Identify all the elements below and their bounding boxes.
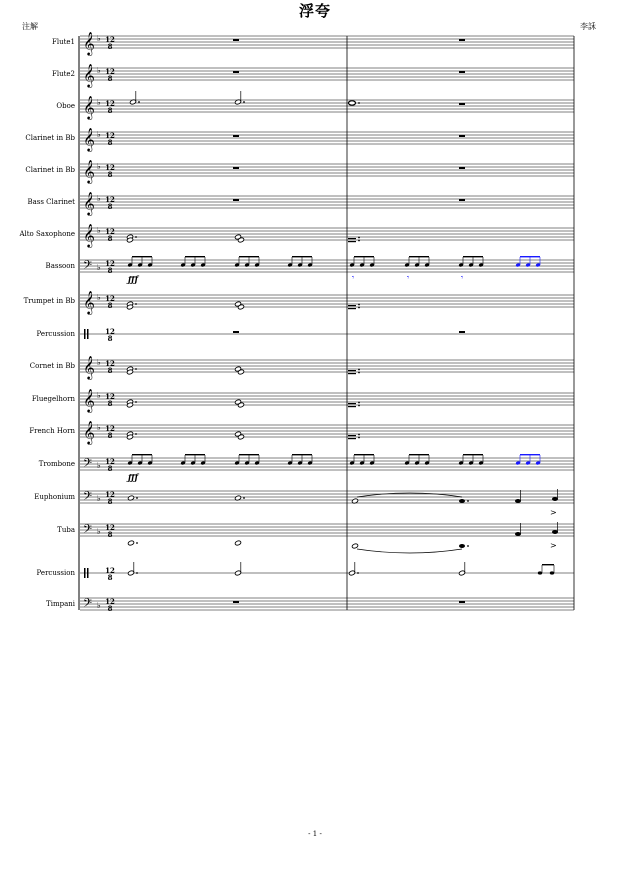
treble-clef-icon: 𝄞: [83, 223, 95, 247]
time-signature-bottom: 8: [107, 399, 113, 408]
accent-icon: >: [550, 541, 557, 550]
whole-rest-icon: [459, 167, 465, 169]
time-signature-bottom: 8: [107, 366, 113, 375]
eighth-rest-icon: 𝄾: [461, 273, 464, 282]
dynamic-marking: ƒƒƒ: [128, 274, 139, 284]
staff-6: [80, 196, 574, 208]
flat-icon: ♭: [97, 162, 101, 171]
note-beam: [409, 454, 429, 455]
time-signature-bottom: 8: [107, 266, 113, 275]
note-beam: [132, 256, 152, 257]
eighth-note: [552, 530, 558, 534]
flat-icon: ♭: [97, 34, 101, 43]
staff-16: [80, 524, 574, 536]
note-beam: [520, 454, 540, 455]
dot: [136, 497, 138, 499]
flat-icon: ♭: [97, 527, 101, 536]
time-signature-bottom: 8: [107, 202, 113, 211]
whole-rest-icon: [233, 601, 239, 603]
chord-note: [348, 435, 356, 436]
whole-rest-icon: [459, 199, 465, 201]
treble-clef-icon: 𝄞: [83, 31, 95, 55]
dot: [136, 542, 138, 544]
whole-rest-icon: [459, 71, 465, 73]
staff-5: [80, 164, 574, 176]
treble-clef-icon: 𝄞: [83, 127, 95, 151]
whole-rest-icon: [459, 135, 465, 137]
accent-icon: >: [550, 508, 557, 517]
time-signature-bottom: 8: [107, 497, 113, 506]
time-signature-bottom: 8: [107, 106, 113, 115]
whole-rest-icon: [233, 167, 239, 169]
half-note: [127, 540, 134, 546]
time-signature-bottom: 8: [107, 334, 113, 343]
dot: [358, 304, 360, 306]
half-note: [234, 540, 241, 546]
instrument-label: Bassoon: [45, 262, 75, 270]
whole-rest-icon: [459, 331, 465, 333]
composer-credit: 李訸: [580, 22, 596, 31]
dot: [358, 372, 360, 374]
time-signature-bottom: 8: [107, 138, 113, 147]
note-beam: [185, 256, 205, 257]
time-signature-top: 12: [105, 259, 115, 268]
dot: [358, 369, 360, 371]
percussion-clef-icon: [87, 568, 89, 578]
time-signature-bottom: 8: [107, 604, 113, 613]
dot: [135, 433, 137, 435]
flat-icon: ♭: [97, 98, 101, 107]
note-beam: [239, 256, 259, 257]
note-beam: [354, 454, 374, 455]
percussion-clef-icon: [84, 329, 86, 339]
instrument-label: French Horn: [29, 427, 75, 435]
time-signature-top: 12: [105, 597, 115, 606]
chord-note: [348, 238, 356, 239]
instrument-label: Flute1: [51, 38, 75, 46]
time-signature-top: 12: [105, 131, 115, 140]
staff-8: [80, 260, 574, 272]
dot: [358, 434, 360, 436]
time-signature-top: 12: [105, 327, 115, 336]
dot: [358, 240, 360, 242]
instrument-label: Alto Saxophone: [19, 230, 75, 238]
time-signature-top: 12: [105, 523, 115, 532]
instrument-label: Fluegelhorn: [31, 395, 75, 403]
chord-note: [348, 403, 356, 404]
instrument-label: Euphonium: [34, 493, 75, 501]
time-signature-top: 12: [105, 424, 115, 433]
whole-rest-icon: [233, 39, 239, 41]
eighth-note: [538, 571, 542, 574]
instrument-label: Trombone: [38, 460, 75, 468]
whole-rest-icon: [233, 71, 239, 73]
time-signature-top: 12: [105, 99, 115, 108]
time-signature-bottom: 8: [107, 170, 113, 179]
treble-clef-icon: 𝄞: [83, 355, 95, 379]
note-beam: [354, 256, 374, 257]
flat-icon: ♭: [97, 66, 101, 75]
eighth-rest-icon: 𝄾: [352, 273, 355, 282]
whole-rest-icon: [233, 331, 239, 333]
chord-note: [348, 308, 356, 309]
chord-note: [348, 305, 356, 306]
flat-icon: ♭: [97, 423, 101, 432]
staff-11: [80, 360, 574, 372]
staff-18: [80, 598, 574, 610]
chord-note: [348, 406, 356, 407]
staff-1: [80, 36, 574, 48]
dot: [358, 437, 360, 439]
instrument-label: Bass Clarinet: [27, 198, 75, 206]
whole-rest-icon: [459, 103, 465, 105]
flat-icon: ♭: [97, 194, 101, 203]
staff-7: [80, 228, 574, 240]
quarter-note: [459, 544, 465, 548]
staff-12: [80, 393, 574, 405]
bass-clef-icon: 𝄢: [83, 523, 93, 539]
treble-clef-icon: 𝄞: [83, 95, 95, 119]
time-signature-bottom: 8: [107, 530, 113, 539]
note-beam: [463, 454, 483, 455]
dot: [243, 497, 245, 499]
treble-clef-icon: 𝄞: [83, 63, 95, 87]
bass-clef-icon: 𝄢: [83, 490, 93, 506]
time-signature-top: 12: [105, 392, 115, 401]
staff-15: [80, 491, 574, 503]
instrument-label: Oboe: [56, 102, 75, 110]
dot: [358, 405, 360, 407]
eighth-note: [552, 497, 558, 501]
staff-2: [80, 68, 574, 80]
treble-clef-icon: 𝄞: [83, 290, 95, 314]
time-signature-top: 12: [105, 566, 115, 575]
half-note: [351, 543, 358, 549]
treble-clef-icon: 𝄞: [83, 388, 95, 412]
flat-icon: ♭: [97, 391, 101, 400]
flat-icon: ♭: [97, 130, 101, 139]
dot: [243, 101, 245, 103]
note-beam: [132, 454, 152, 455]
dot: [467, 500, 469, 502]
instrument-label: Cornet in Bb: [29, 362, 75, 370]
instrument-label: Timpani: [46, 600, 75, 608]
instrument-label: Trumpet in Bb: [23, 297, 75, 305]
treble-clef-icon: 𝄞: [83, 420, 95, 444]
flat-icon: ♭: [97, 226, 101, 235]
dot: [358, 307, 360, 309]
note-beam: [520, 256, 540, 257]
staff-9: [80, 295, 574, 307]
note-beam: [239, 454, 259, 455]
staff-3: [80, 100, 574, 112]
note-beam: [463, 256, 483, 257]
percussion-clef-icon: [87, 329, 89, 339]
flat-icon: ♭: [97, 263, 101, 272]
flat-icon: ♭: [97, 494, 101, 503]
quarter-note: [459, 499, 465, 503]
eighth-rest-icon: 𝄾: [407, 273, 410, 282]
time-signature-top: 12: [105, 359, 115, 368]
staff-4: [80, 132, 574, 144]
flat-icon: ♭: [97, 601, 101, 610]
eighth-note: [550, 571, 554, 574]
dot: [135, 236, 137, 238]
quarter-note: [515, 499, 521, 503]
staff-13: [80, 425, 574, 437]
tie: [357, 493, 462, 497]
time-signature-top: 12: [105, 490, 115, 499]
time-signature-top: 12: [105, 195, 115, 204]
dot: [358, 102, 360, 104]
whole-note: [349, 101, 356, 105]
note-beam: [292, 256, 312, 257]
instrument-label: Flute2: [51, 70, 75, 78]
time-signature-bottom: 8: [107, 573, 113, 582]
dot: [135, 401, 137, 403]
note-beam: [409, 256, 429, 257]
time-signature-bottom: 8: [107, 42, 113, 51]
time-signature-bottom: 8: [107, 464, 113, 473]
time-signature-top: 12: [105, 35, 115, 44]
treble-clef-icon: 𝄞: [83, 159, 95, 183]
instrument-label: Percussion: [36, 330, 75, 338]
dynamic-marking: ƒƒƒ: [128, 472, 139, 482]
time-signature-top: 12: [105, 294, 115, 303]
dot: [136, 572, 138, 574]
dot: [467, 545, 469, 547]
whole-rest-icon: [459, 601, 465, 603]
time-signature-bottom: 8: [107, 74, 113, 83]
note-beam: [292, 454, 312, 455]
time-signature-top: 12: [105, 67, 115, 76]
treble-clef-icon: 𝄞: [83, 191, 95, 215]
tie: [357, 549, 462, 553]
flat-icon: ♭: [97, 358, 101, 367]
dot: [357, 572, 359, 574]
dot: [135, 303, 137, 305]
whole-rest-icon: [233, 135, 239, 137]
flat-icon: ♭: [97, 461, 101, 470]
time-signature-top: 12: [105, 227, 115, 236]
instrument-label: Percussion: [36, 569, 75, 577]
whole-rest-icon: [459, 39, 465, 41]
flat-icon: ♭: [97, 293, 101, 302]
instrument-label: Clarinet in Bb: [25, 166, 75, 174]
whole-rest-icon: [233, 199, 239, 201]
chord-note: [348, 373, 356, 374]
note-beam: [185, 454, 205, 455]
chord-note: [348, 370, 356, 371]
lyricist-credit: 注解: [22, 22, 38, 31]
instrument-label: Clarinet in Bb: [25, 134, 75, 142]
dot: [358, 237, 360, 239]
percussion-clef-icon: [84, 568, 86, 578]
instrument-label: Tuba: [57, 526, 75, 534]
dot: [135, 368, 137, 370]
chord-note: [348, 241, 356, 242]
chord-note: [348, 438, 356, 439]
dot: [358, 402, 360, 404]
dot: [138, 101, 140, 103]
time-signature-top: 12: [105, 457, 115, 466]
page-number: - 1 -: [308, 830, 322, 838]
piece-title: 浮夸: [298, 2, 331, 20]
quarter-note: [515, 532, 521, 536]
note-beam: [542, 564, 554, 565]
bass-clef-icon: 𝄢: [83, 597, 93, 613]
staff-14: [80, 458, 574, 470]
time-signature-bottom: 8: [107, 301, 113, 310]
time-signature-bottom: 8: [107, 234, 113, 243]
bass-clef-icon: 𝄢: [83, 457, 93, 473]
time-signature-bottom: 8: [107, 431, 113, 440]
time-signature-top: 12: [105, 163, 115, 172]
bass-clef-icon: 𝄢: [83, 259, 93, 275]
